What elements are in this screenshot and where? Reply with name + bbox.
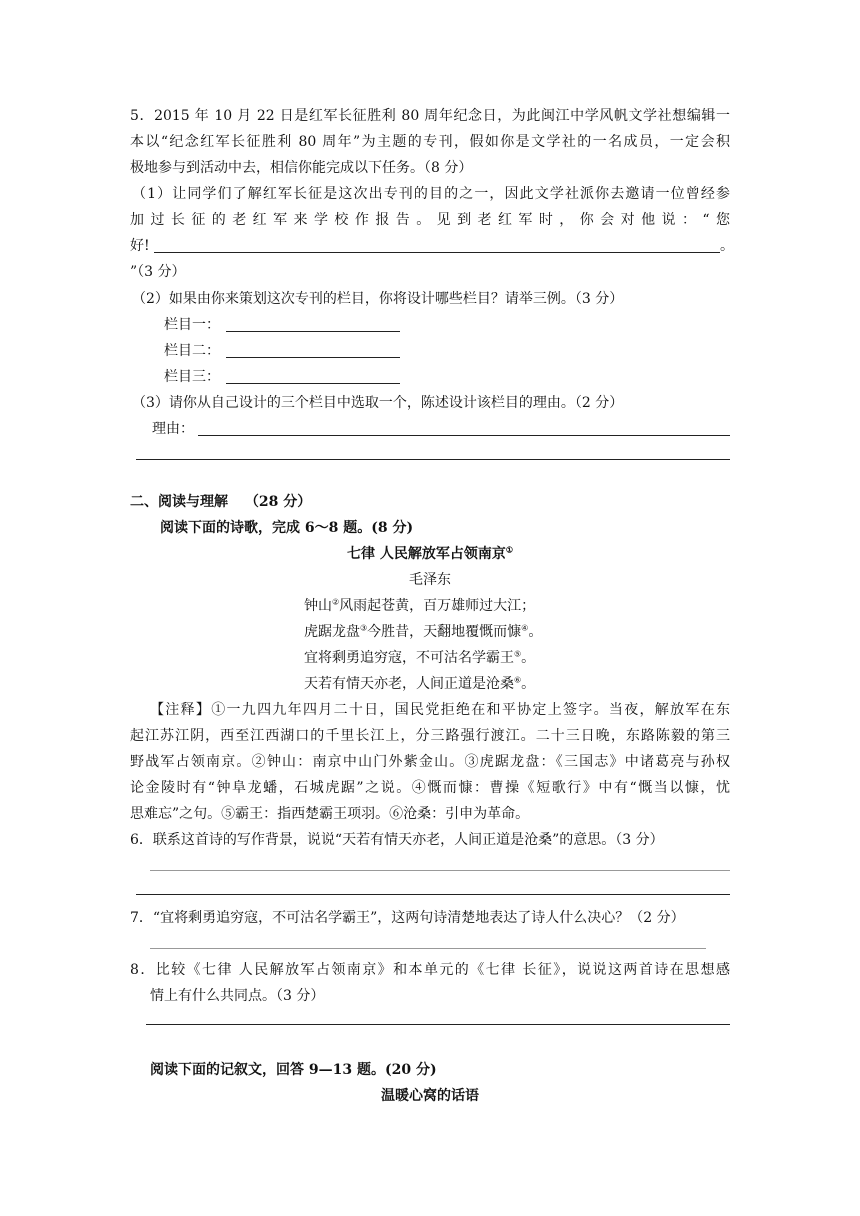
q5-sub1-answer-line[interactable] — [154, 252, 720, 253]
notes-line-2: 起江苏江阴，西至江西湖口的千里长江上，分三路强行渡江。二十三日晚，东路陈毅的第三 — [130, 728, 730, 744]
poem-instruction: 阅读下面的诗歌，完成 6～8 题。(8 分) — [160, 520, 414, 536]
q5-sub1-line-1: （1）让同学们了解红军长征是这次出专刊的目的之一，因此文学社派你去邀请一位曾经参 — [132, 186, 730, 202]
notes-line-1: 【注释】①一九四九年四月二十日，国民党拒绝在和平协定上签字。当夜，解放军在东 — [150, 702, 730, 718]
notes-line-3: 野战军占领南京。②钟山：南京中山门外紫金山。③虎踞龙盘：《三国志》中诸葛亮与孙权 — [130, 754, 730, 770]
column-3-label: 栏目三： — [164, 369, 220, 385]
column-2-label: 栏目二： — [164, 343, 220, 359]
q8-answer-line[interactable] — [146, 1024, 730, 1025]
column-1-answer-line[interactable] — [226, 331, 400, 332]
section-heading — [130, 492, 311, 512]
poem-title — [230, 544, 630, 564]
q7-answer-line[interactable] — [150, 948, 706, 949]
poem-line-4: 天若有情天亦老，人间正道是沧桑⑥。 — [304, 675, 536, 692]
column-3-answer-line[interactable] — [226, 383, 400, 384]
poem-title-text: 七律 人民解放军占领南京 — [346, 546, 506, 562]
q5-sub1-line-2: 加过长征的老红军来学校作报告。见到老红军时，你会对他说：“您 — [130, 212, 730, 228]
poem-title-note: ① — [505, 544, 514, 555]
q5-sub1-tail: ”（3 分） — [130, 264, 186, 280]
reason-answer-line-1[interactable] — [198, 435, 730, 436]
poem-line-3: 宜将剩勇追穷寇，不可沽名学霸王⑤。 — [304, 649, 536, 666]
poem-author: 毛泽东 — [409, 572, 451, 588]
poem-line-2: 虎踞龙盘③今胜昔，天翻地覆慨而慷④。 — [304, 623, 543, 640]
column-1-label: 栏目一： — [164, 317, 220, 333]
question-7: 7．“宜将剩勇追穷寇，不可沽名学霸王”，这两句诗清楚地表达了诗人什么决心？（2 分） — [130, 910, 685, 926]
question-8-line-1: 8．比较《七律 人民解放军占领南京》和本单元的《七律 长征》，说说这两首诗在思想感 — [130, 962, 730, 978]
section-heading-title: 二、阅读与理解 — [130, 494, 228, 510]
q5-sub3: （3）请你从自己设计的三个栏目中选取一个，陈述设计该栏目的理由。（2 分） — [132, 395, 624, 411]
q5-intro-line-1: 5．2015 年 10 月 22 日是红军长征胜利 80 周年纪念日，为此闽江中学风帆文学社想编辑一 — [130, 108, 730, 124]
q5-intro-line-2: 本以“纪念红军长征胜利 80 周年”为主题的专刊，假如你是文学社的一名成员，一定会积 — [130, 134, 730, 150]
narrative-title: 温暖心窝的话语 — [381, 1088, 479, 1104]
q6-answer-line-2[interactable] — [136, 894, 730, 895]
reason-label: 理由： — [152, 421, 194, 437]
q5-sub1-lead: 好! — [130, 238, 150, 254]
notes-line-5: 思难忘”之句。⑤霸王：指西楚霸王项羽。⑥沧桑：引申为革命。 — [130, 806, 530, 822]
q5-sub1-period: 。 — [720, 238, 734, 254]
poem-line-1: 钟山②风雨起苍黄，百万雄师过大江； — [304, 597, 536, 614]
column-2-answer-line[interactable] — [226, 357, 400, 358]
notes-line-4: 论金陵时有“钟阜龙蟠，石城虎踞”之说。④慨而慷：曹操《短歌行》中有“慨当以慷，忧 — [130, 780, 730, 796]
narrative-instruction: 阅读下面的记叙文，回答 9—13 题。(20 分) — [150, 1062, 437, 1078]
q6-answer-line-1[interactable] — [150, 870, 730, 871]
reason-answer-line-2[interactable] — [136, 459, 730, 460]
question-8-line-2: 情上有什么共同点。（3 分） — [150, 988, 325, 1004]
q5-sub2: （2）如果由你来策划这次专刊的栏目，你将设计哪些栏目？请举三例。（3 分） — [132, 291, 624, 307]
question-6: 6．联系这首诗的写作背景，说说“天若有情天亦老，人间正道是沧桑”的意思。（3 分） — [130, 832, 664, 848]
q5-intro-line-3: 极地参与到活动中去，相信你能完成以下任务。（8 分） — [130, 160, 473, 176]
section-heading-score: （28 分） — [244, 494, 312, 510]
